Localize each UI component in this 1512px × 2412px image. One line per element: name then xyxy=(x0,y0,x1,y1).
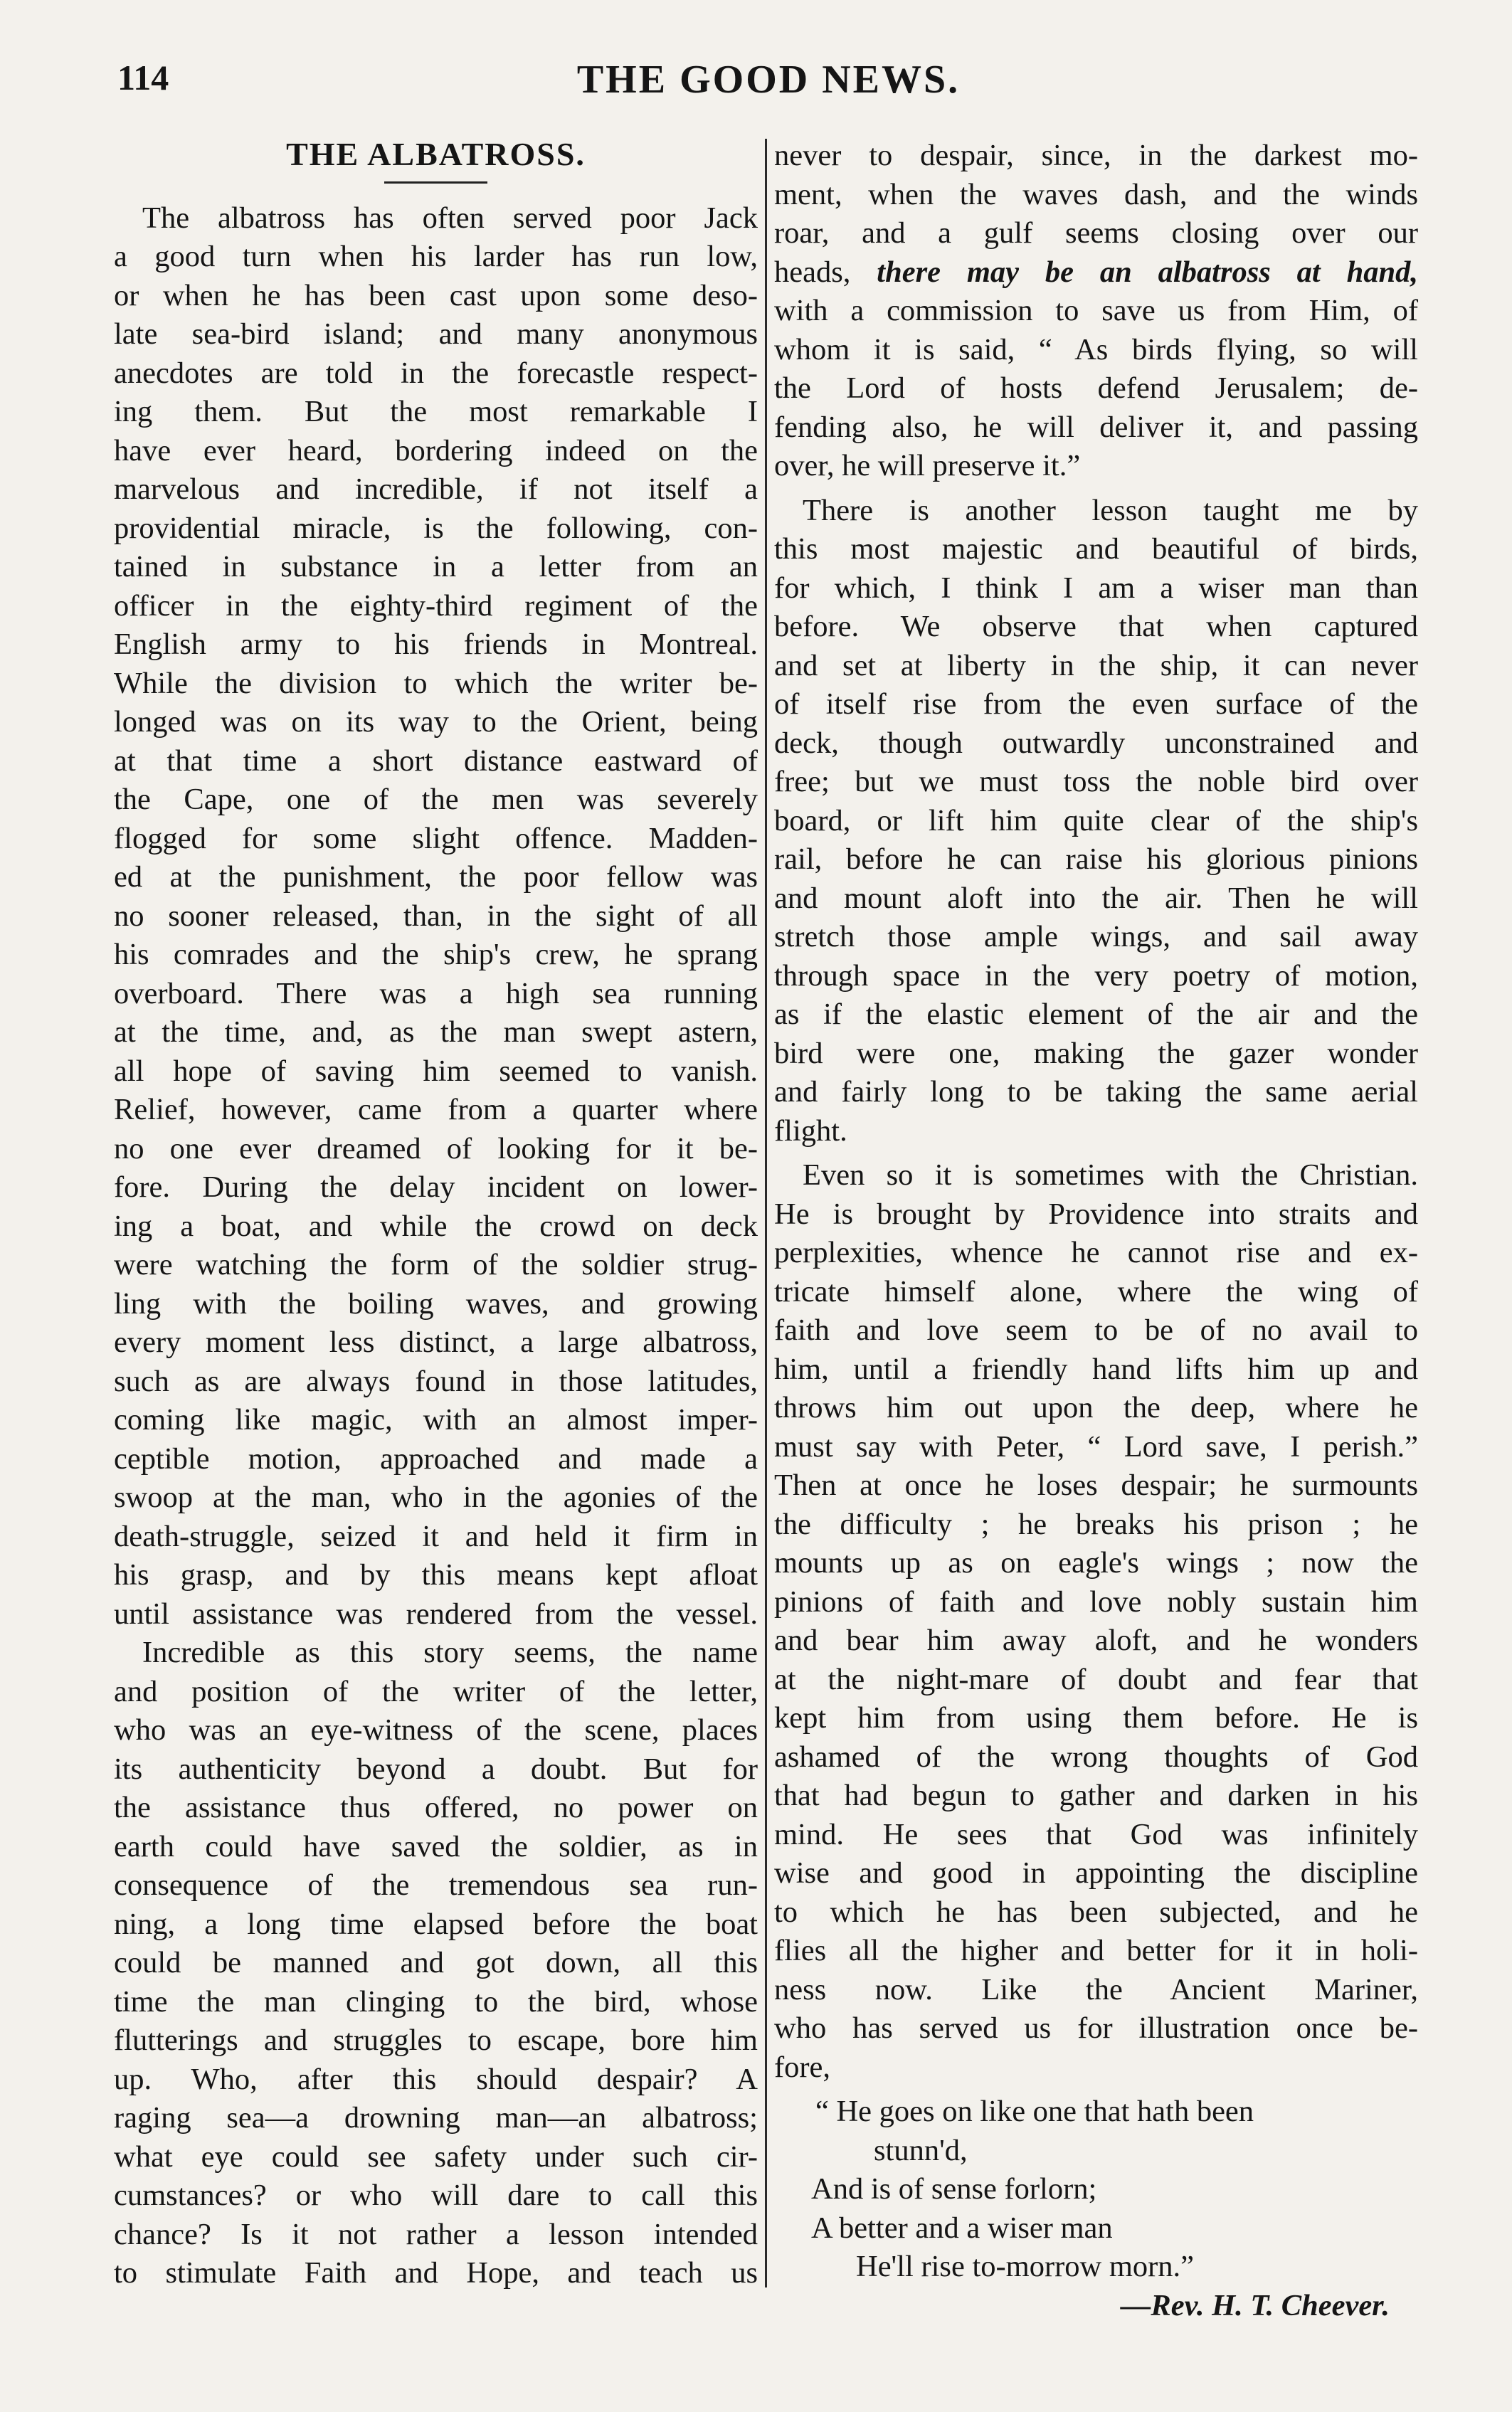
right-paragraph-1-cont xyxy=(774,292,1418,486)
text-line: before. We observe that when captured xyxy=(774,610,1418,643)
page-number: 114 xyxy=(117,58,169,97)
text-line: raging sea—a drowning man—an albatross; xyxy=(114,2101,758,2135)
text-line: as if the elastic element of the air and the xyxy=(774,998,1418,1031)
text-line: every moment less distinct, a large albatross, xyxy=(114,1326,758,1359)
page-header xyxy=(117,50,1420,107)
text-line: cumstances? or who will dare to call this xyxy=(114,2179,758,2212)
poem-line: A better and a wiser man xyxy=(811,2211,1113,2245)
text-line: officer in the eighty-third regiment of the xyxy=(114,588,758,623)
text-line: He is brought by Providence into straits and xyxy=(774,1197,1418,1231)
text-line: ning, a long time elapsed before the boat xyxy=(114,1907,758,1941)
text-line: his grasp, and by this means kept afloat xyxy=(114,1558,758,1592)
text-line: faith and love seem to be of no avail to xyxy=(774,1313,1418,1347)
text-line: There is another lesson taught me by xyxy=(803,493,1418,527)
text-line: the assistance thus offered, no power on xyxy=(114,1791,758,1824)
text-line: at the time, and, as the man swept astern, xyxy=(114,1015,758,1049)
right-paragraph-1 xyxy=(774,137,1418,253)
title-rule xyxy=(384,181,487,184)
text-line: with a commission to save us from Him, of xyxy=(774,294,1418,327)
text-line: longed was on its way to the Orient, being xyxy=(114,705,758,739)
text-line: marvelous and incredible, if not itself a xyxy=(114,472,758,506)
text-line: ness now. Like the Ancient Mariner, xyxy=(774,1972,1418,2006)
text-line: never to despair, since, in the darkest mo- xyxy=(774,139,1418,172)
text-line: fore, xyxy=(774,2050,831,2084)
text-line: pinions of faith and love nobly sustain him xyxy=(774,1585,1418,1619)
text-line: or when he has been cast upon some deso- xyxy=(114,278,758,312)
text-line: the Cape, one of the men was severely xyxy=(114,783,758,816)
text-line: kept him from using them before. He is xyxy=(774,1701,1418,1735)
text-line: late sea-bird island; and many anonymous xyxy=(114,317,758,351)
text-line: Then at once he loses despair; he surmounts xyxy=(774,1469,1418,1502)
text-line: Even so it is sometimes with the Christian. xyxy=(803,1158,1418,1192)
text-line: free; but we must toss the noble bird over xyxy=(774,765,1418,798)
text-line: what eye could see safety under such cir- xyxy=(114,2139,758,2174)
poem-line: “ He goes on like one that hath been xyxy=(815,2095,1254,2128)
text-line: tricate himself alone, where the wing of xyxy=(774,1274,1418,1308)
emphasis-text: there may be an albatross at hand, xyxy=(877,255,1418,289)
text-line: such as are always found in those latitudes, xyxy=(114,1364,758,1398)
text-line: ment, when the waves dash, and the winds xyxy=(774,177,1418,211)
text-line: tained in substance in a letter from an xyxy=(114,550,758,583)
text-line: While the division to which the writer be- xyxy=(114,666,758,700)
text-line: at the night-mare of doubt and fear that xyxy=(774,1662,1418,1696)
text-line: a good turn when his larder has run low, xyxy=(114,240,758,273)
text-line xyxy=(774,253,1418,292)
text-line: bird were one, making the gazer wonder xyxy=(774,1036,1418,1070)
text-line: whom it is said, “ As birds flying, so will xyxy=(774,332,1418,366)
text-line: all hope of saving him seemed to vanish. xyxy=(114,1054,758,1088)
text-line: coming like magic, with an almost imper- xyxy=(114,1403,758,1437)
text-line: earth could have saved the soldier, as in xyxy=(114,1829,758,1863)
text-line: at that time a short distance eastward of xyxy=(114,744,758,778)
text-line: ling with the boiling waves, and growing xyxy=(114,1286,758,1321)
text-line: for which, I think I am a wiser man than xyxy=(774,571,1418,605)
text-line: anecdotes are told in the forecastle respect- xyxy=(114,356,758,390)
paragraph-gap xyxy=(774,486,1418,492)
text-line: death-struggle, seized it and held it firm in xyxy=(114,1519,758,1553)
text-line: roar, and a gulf seems closing over our xyxy=(774,216,1418,250)
right-column xyxy=(774,137,1418,2325)
column-divider xyxy=(765,139,767,2287)
text-line: the difficulty ; he breaks his prison ; he xyxy=(774,1507,1418,1541)
text-line: consequence of the tremendous sea run- xyxy=(114,1868,758,1902)
text-line: deck, though outwardly unconstrained and xyxy=(774,726,1418,760)
text-line: English army to his friends in Montreal. xyxy=(114,628,758,661)
text-line: time the man clinging to the bird, whose xyxy=(114,1984,758,2019)
text-line: over, he will preserve it.” xyxy=(774,449,1081,482)
text-line: rail, before he can raise his glorious pinions xyxy=(774,842,1418,876)
text-line: flutterings and struggles to escape, bore him xyxy=(114,2024,758,2057)
signature: —Rev. H. T. Cheever. xyxy=(1120,2288,1390,2322)
text-line: its authenticity beyond a doubt. But for xyxy=(114,1752,758,1786)
text-line: this most majestic and beautiful of birds, xyxy=(774,532,1418,566)
text-line: throws him out upon the deep, where he xyxy=(774,1391,1418,1424)
text-line: up. Who, after this should despair? A xyxy=(114,2062,758,2096)
left-column xyxy=(114,135,758,2293)
text-line: the Lord of hosts defend Jerusalem; de- xyxy=(774,371,1418,405)
poem xyxy=(774,2093,1418,2287)
text-line: to which he has been subjected, and he xyxy=(774,1895,1418,1929)
text-line: who was an eye-witness of the scene, places xyxy=(114,1713,758,1747)
text-line: chance? Is it not rather a lesson intended xyxy=(114,2217,758,2251)
poem-line: And is of sense forlorn; xyxy=(811,2172,1097,2206)
article-title: THE ALBATROSS. xyxy=(286,136,586,172)
text-line: stretch those ample wings, and sail away xyxy=(774,920,1418,953)
text-line: of itself rise from the even surface of the xyxy=(774,687,1418,721)
paragraph-gap xyxy=(774,1151,1418,1156)
text-line: The albatross has often served poor Jack xyxy=(142,201,758,235)
poem-line: stunn'd, xyxy=(874,2133,968,2167)
text-line: mind. He sees that God was infinitely xyxy=(774,1817,1418,1851)
text-line: to stimulate Faith and Hope, and teach us xyxy=(114,2256,758,2290)
text-run: heads, xyxy=(774,255,877,289)
text-line: providential miracle, is the following, con- xyxy=(114,511,758,545)
text-line: were watching the form of the soldier strug- xyxy=(114,1248,758,1281)
poem-line: He'll rise to-morrow morn.” xyxy=(856,2250,1195,2283)
text-line: fending also, he will deliver it, and passing xyxy=(774,410,1418,444)
text-line: and position of the writer of the letter, xyxy=(114,1674,758,1708)
text-line: have ever heard, bordering indeed on the xyxy=(114,433,758,467)
text-line: who has served us for illustration once be- xyxy=(774,2011,1418,2045)
text-line: ed at the punishment, the poor fellow was xyxy=(114,860,758,894)
left-column-text xyxy=(114,199,758,2293)
text-line: mounts up as on eagle's wings ; now the xyxy=(774,1546,1418,1580)
text-line: swoop at the man, who in the agonies of the xyxy=(114,1481,758,1514)
text-line: no one ever dreamed of looking for it be- xyxy=(114,1131,758,1165)
journal-title: THE GOOD NEWS. xyxy=(576,58,961,102)
text-line: Relief, however, came from a quarter where xyxy=(114,1093,758,1126)
text-line: overboard. There was a high sea running xyxy=(114,976,758,1010)
text-line: fore. During the delay incident on lower- xyxy=(114,1170,758,1204)
text-line: ashamed of the wrong thoughts of God xyxy=(774,1740,1418,1774)
right-paragraph-3 xyxy=(774,1156,1418,2087)
text-line: and set at liberty in the ship, it can never xyxy=(774,648,1418,682)
text-line: board, or lift him quite clear of the ship's xyxy=(774,803,1418,837)
text-line: his comrades and the ship's crew, he sprang xyxy=(114,938,758,971)
paragraph-gap xyxy=(774,2087,1418,2093)
text-line: flogged for some slight offence. Madden- xyxy=(114,821,758,855)
text-line: and mount aloft into the air. Then he will xyxy=(774,881,1418,915)
text-line: and fairly long to be taking the same aerial xyxy=(774,1075,1418,1109)
text-line: that had begun to gather and darken in his xyxy=(774,1779,1418,1812)
text-line: perplexities, whence he cannot rise and ex- xyxy=(774,1236,1418,1269)
text-line: wise and good in appointing the discipline xyxy=(774,1856,1418,1890)
text-line: ceptible motion, approached and made a xyxy=(114,1442,758,1476)
text-line: must say with Peter, “ Lord save, I perish.” xyxy=(774,1429,1418,1464)
text-line: ing them. But the most remarkable I xyxy=(114,395,758,428)
text-line: him, until a friendly hand lifts him up and xyxy=(774,1352,1418,1386)
text-line: ing a boat, and while the crowd on deck xyxy=(114,1209,758,1243)
text-line: no sooner released, than, in the sight of all xyxy=(114,899,758,933)
text-line: could be manned and got down, all this xyxy=(114,1946,758,1979)
text-line: through space in the very poetry of motion, xyxy=(774,958,1418,993)
text-line: until assistance was rendered from the vessel. xyxy=(114,1597,758,1631)
text-line: flies all the higher and better for it in holi- xyxy=(774,1934,1418,1967)
text-line: flight. xyxy=(774,1114,847,1148)
text-line: Incredible as this story seems, the name xyxy=(142,1636,758,1669)
text-line: and bear him away aloft, and he wonders xyxy=(774,1624,1418,1657)
right-paragraph-2 xyxy=(774,492,1418,1151)
